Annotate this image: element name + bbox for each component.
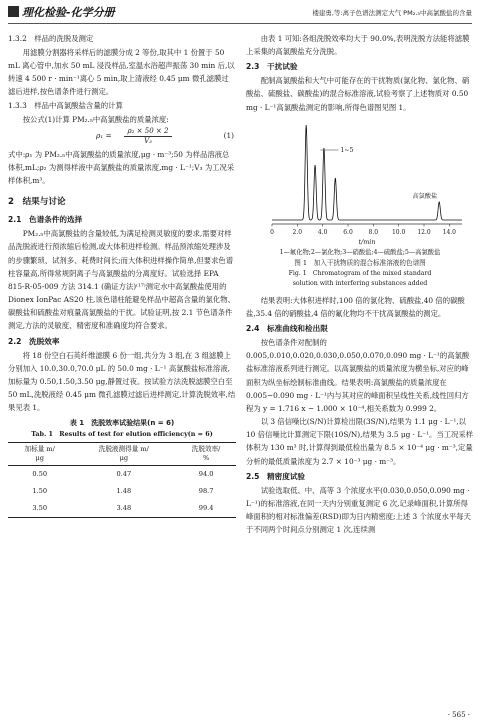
table-1-caption-en: Tab. 1 Results of test for elution efficiency(n = 6): [31, 430, 213, 439]
table-cell: 3.48: [116, 504, 132, 513]
table-cell: 0.50: [32, 470, 48, 479]
section-1-3-2-title: 1.3.2 样品的洗脱及测定: [8, 34, 94, 43]
table-cell: 98.7: [198, 487, 214, 496]
section-2-3-text: 配制高氯酸盐和大气中可能存在的干扰物质(氯化物、氯化物、硝酸盐、硫酸盐、碳酸盐)的混合标准溶液,试验考察了上述物质对 0.50 mg · L⁻¹高氯酸盐测定的影响,所得色谱图见图 1。: [246, 76, 470, 112]
chromatogram-chart: [246, 114, 474, 246]
figure-1-caption-en-line1: Fig. 1 Chromatogram of the mixed standard: [288, 269, 432, 277]
section-2-3-title: 2.3 干扰试验: [246, 62, 298, 72]
journal-name: 理化检验-化学分册: [22, 6, 115, 19]
table-cell: 0.47: [116, 470, 132, 479]
equation-lhs: ρ₁ =: [96, 130, 112, 140]
x-tick-label: 14.0: [442, 228, 457, 236]
section-1-3-3-text: 按公式(1)计算 PM₂.₅中高氯酸盐的质量浓度:: [22, 114, 169, 124]
figure-1-caption-en-line2: solution with interfering substances added: [292, 279, 428, 287]
table-header-cell: 加标量 m/ μg: [24, 445, 55, 463]
x-tick-label: 6.0: [343, 228, 353, 236]
section-2-1-text: PM₂.₅中高氯酸盐的含量较低,为满足检测灵敏度的要求,需要对样品洗脱液进行预浓缩后检测,或大体积进样检测。样品预浓缩处理涉及的步骤繁琐、试剂多、耗费时间长;而大体积进样操作简单,但要求色谱柱容量高,所得常规阴离子与高氯酸盐的分离度好。试验选择 EPA 815-R-05-009 方法 314.1 (确证方法)⁽¹⁷⁾测定水中高氯酸盐使用的 Dionex IonPac AS20 柱,该色谱柱能避免样品中超高含量的氯化物、碳酸盐和硫酸盐对痕量高氯酸盐的干扰。试验证明,按 2.1 节色谱条件测定,方法的灵敏度、精密度和准确度均符合要求。: [8, 229, 235, 331]
table-cell: 1.50: [32, 487, 48, 496]
table-header-cell: 洗脱液测得量 m/ μg: [98, 445, 149, 463]
table-cell: 99.4: [198, 504, 214, 513]
section-2-4-text-2: 以 3 倍信噪比(S/N)计算检出限(3S/N),结果为 1.1 μg · L⁻¹,以 10 倍信噪比计算测定下限(10S/N),结果为 3.5 μg · L⁻¹。当工况采样体积为 130 m³ 时,计算得到最低检出量为 8.5 × 10⁻⁴ μg · m⁻³,定量分析的最低质量浓度为 2.7 × 10⁻³ μg · m⁻³。: [246, 417, 474, 466]
section-1-3-3-title: 1.3.3 样品中高氯酸盐含量的计算: [8, 100, 123, 110]
equation-number: (1): [223, 130, 234, 140]
x-axis-label: t/min: [358, 237, 376, 246]
equation-fraction: [124, 127, 172, 146]
table-header-cell: 洗脱效率/ %: [191, 445, 221, 463]
section-2-title: 2 结果与讨论: [8, 197, 66, 208]
peak-label: 高氯酸盐: [412, 192, 438, 200]
table-1-discussion: 由表 1 可知:各组洗脱效率均大于 90.0%,表明洗脱方法能将滤膜上采集的高氯酸盐充分洗脱。: [246, 34, 470, 57]
page-header: [0, 0, 480, 26]
x-tick-label: 2.0: [292, 228, 303, 236]
section-1-3-2-text: 用滤膜分割器将采样后的滤膜分成 2 等份,取其中 1 份置于 50 mL 离心管中,加水 50 mL 浸没样品,室温水浴超声振荡 30 min 后,以转速 4 500 r · min⁻¹离心 5 min,取上清液经 0.45 μm 微孔滤膜过滤后进样,按色谱条件进行测定。: [8, 48, 235, 97]
header-rule: [8, 23, 472, 24]
section-2-4-title: 2.4 标准曲线和检出限: [246, 324, 328, 334]
section-2-1-title: 2.1 色谱条件的选择: [8, 215, 83, 225]
equation-numerator: ρ₂ × 50 × 2: [124, 127, 172, 137]
x-tick-label: 10.0: [391, 228, 406, 236]
chromatogram-svg: [246, 114, 474, 246]
equation-1: [8, 127, 236, 147]
figure-1-caption: 图 1 加入干扰物质的混合标准溶液的色谱图: [294, 258, 426, 267]
x-tick-label: 4.0: [317, 228, 328, 236]
table-row: [8, 500, 236, 518]
x-tick-label: 12.0: [417, 228, 431, 236]
table-1-caption: 表 1 洗脱效率试验结果(n = 6): [69, 419, 175, 428]
section-2-2-text: 将 18 份空白石英纤维滤膜 6 份一组,共分为 3 组,在 3 组滤膜上分别加入 10.0,30.0,70.0 μL 的 50.0 mg · L⁻¹ 高氯酸盐标准溶液,加标量为 0.50,1.50,3.50 μg,静置过夜。按试验方法洗脱滤膜空白至 50 mL,洗脱液经 0.45 μm 微孔滤膜过滤后进样测定,计算洗脱效率,结果见表 1。: [8, 350, 236, 413]
right-column: [246, 32, 474, 536]
left-column: [8, 32, 236, 518]
x-tick-label: 0: [270, 228, 274, 236]
running-title: 楼建勇,等:离子色谱法测定大气 PM₂.₅中高氯酸盐的含量: [312, 9, 472, 17]
table-header-row: [8, 443, 236, 466]
equation-denominator: V₃: [144, 136, 152, 145]
section-2-4-text: 按色谱条件对配制的 0.005,0.010,0.020,0.030,0.050,0.070,0.090 mg · L⁻¹的高氯酸盐标准溶液系列进行测定。以高氯酸盐的质量浓度为横坐标,对应的峰面积为纵坐标绘制标准曲线。结果表明:高氯酸盐的质量浓度在 0.005~0.090 mg · L⁻¹内与其对应的峰面积呈线性关系,线性回归方程为 y = 1.716 x − 1.000 × 10⁻⁴,相关系数为 0.999 2。: [246, 338, 470, 413]
section-2-5-text: 试验选取低、中、高等 3 个浓度水平(0.030,0.050,0.090 mg · L⁻¹)的标准溶液,在同一天内分别重复测定 6 次,记录峰面积,计算所得峰面积的相对标准偏差(RSD)即为日内精密度;上述 3 个浓度水平每天于不同两个时间点分别测定 1 次,连续测: [246, 485, 471, 535]
section-2-5-title: 2.5 精密度试验: [246, 471, 306, 481]
x-tick-label: 8.0: [368, 228, 379, 236]
interference-result-text: 结果表明:大体积进样时,100 倍的氯化物、硫酸盐,40 倍的碳酸盐,35.4 倍的硝酸盐,4 倍的氟化物均不干扰高氯酸盐的测定。: [246, 295, 465, 318]
table-cell: 94.0: [198, 470, 214, 479]
peak-label: 1~5: [340, 146, 354, 154]
table-cell: 3.50: [32, 504, 48, 513]
elution-efficiency-table: [8, 442, 236, 518]
section-2-2-title: 2.2 洗脱效率: [8, 336, 60, 346]
page-number: · 565 ·: [447, 711, 470, 719]
equation-explanation: 式中:ρ₁ 为 PM₂.₅中高氯酸盐的质量浓度,μg · m⁻³;50 为样品溶液总体积,mL;ρ₂ 为测得样液中高氯酸盐的质量浓度,mg · L⁻¹;V₃ 为工况采样体积,m³。: [8, 149, 235, 186]
table-row: [8, 466, 236, 484]
journal-logo-icon: [8, 6, 19, 17]
table-cell: 1.48: [116, 487, 132, 496]
chart-legend: 1—氟化物;2—氯化物;3—硝酸盐;4—硫酸盐;5—高氯酸盐: [279, 248, 441, 256]
table-row: [8, 483, 236, 500]
chromatogram-trace: [272, 125, 462, 220]
